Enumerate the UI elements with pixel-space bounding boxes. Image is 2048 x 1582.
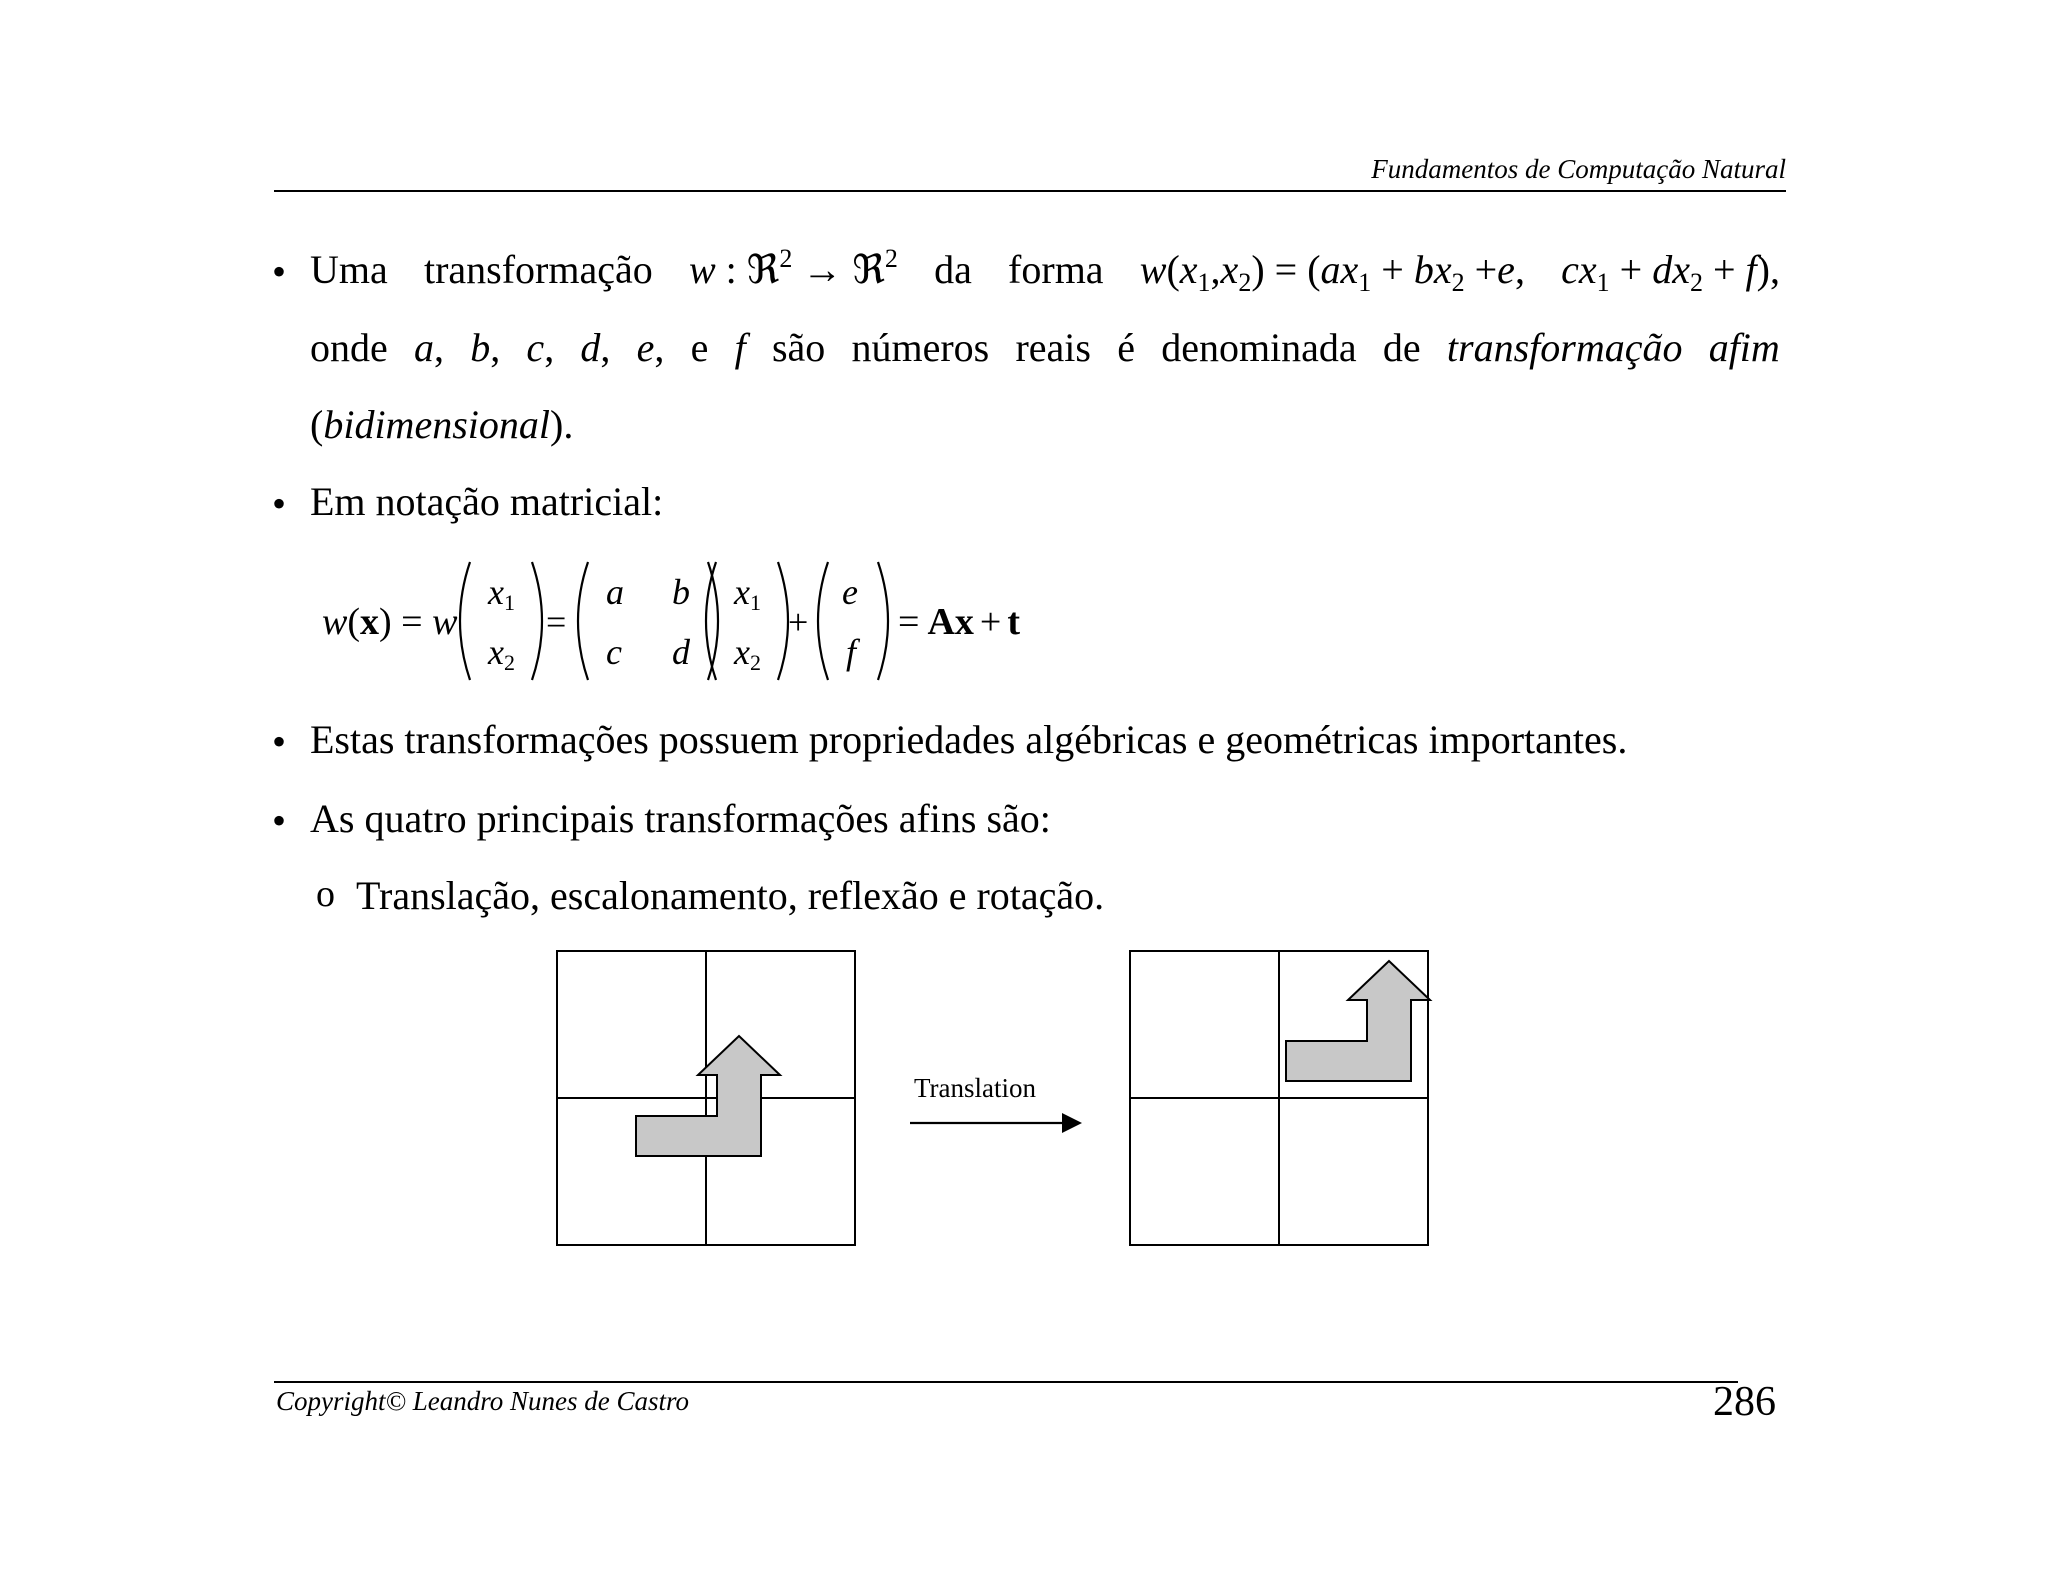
bullet-2-text: Em notação matricial: bbox=[310, 479, 664, 524]
translation-figure bbox=[550, 945, 1450, 1250]
shape-translated bbox=[1286, 961, 1430, 1081]
shape-original bbox=[636, 1036, 780, 1156]
copyright: Copyright© Leandro Nunes de Castro bbox=[276, 1386, 690, 1416]
running-header: Fundamentos de Computação Natural bbox=[1371, 154, 1786, 184]
bullet-1-line-2: onde a, b, c, d, e, e f são números reais é denominada de transformação afim bbox=[310, 325, 1780, 370]
svg-text:x1: x1 bbox=[488, 572, 515, 615]
svg-text:c: c bbox=[606, 632, 622, 672]
header-rule bbox=[274, 190, 1786, 192]
svg-text:b: b bbox=[672, 572, 690, 612]
bullet-marker: • bbox=[272, 481, 287, 526]
bullet-marker: • bbox=[272, 719, 287, 764]
bullet-1-line-3: (bidimensional). bbox=[310, 402, 574, 447]
svg-text:w(x) = w: w(x) = w bbox=[322, 601, 458, 643]
svg-text:x2: x2 bbox=[734, 632, 761, 675]
page-number: 286 bbox=[1713, 1379, 1776, 1425]
bullet-1-line-1: Uma transformação w : ℜ$^2$ → ℜ$^2$ da forma $w(x_1,x_2) = (ax_1 + bx_2 +e$, $cx_1 + dx_2 + f$), bbox=[310, 244, 1780, 297]
arrow-head bbox=[1062, 1113, 1082, 1133]
svg-text:e: e bbox=[842, 572, 858, 612]
svg-text:a: a bbox=[606, 572, 624, 612]
svg-text:x1: x1 bbox=[734, 572, 761, 615]
sub-bullet-text: Translação, escalonamento, reflexão e rotação. bbox=[356, 873, 1105, 918]
sub-bullet-marker: o bbox=[316, 873, 335, 915]
svg-text:d: d bbox=[672, 632, 690, 672]
matrix-equation bbox=[310, 556, 1070, 686]
footer-rule bbox=[274, 1381, 1738, 1383]
arrow-label: Translation bbox=[914, 1073, 1037, 1103]
bullet-4-text: As quatro principais transformações afins são: bbox=[310, 796, 1051, 841]
svg-text:+: + bbox=[788, 602, 809, 642]
svg-text:x2: x2 bbox=[488, 632, 515, 675]
svg-text:f: f bbox=[846, 632, 857, 672]
svg-text:=Ax+t: = Ax + t bbox=[898, 601, 1020, 643]
svg-text:=: = bbox=[546, 602, 567, 642]
bullet-3-text: Estas transformações possuem propriedades algébricas e geométricas importantes. bbox=[310, 717, 1628, 762]
bullet-marker: • bbox=[272, 249, 287, 294]
bullet-marker: • bbox=[272, 798, 287, 843]
